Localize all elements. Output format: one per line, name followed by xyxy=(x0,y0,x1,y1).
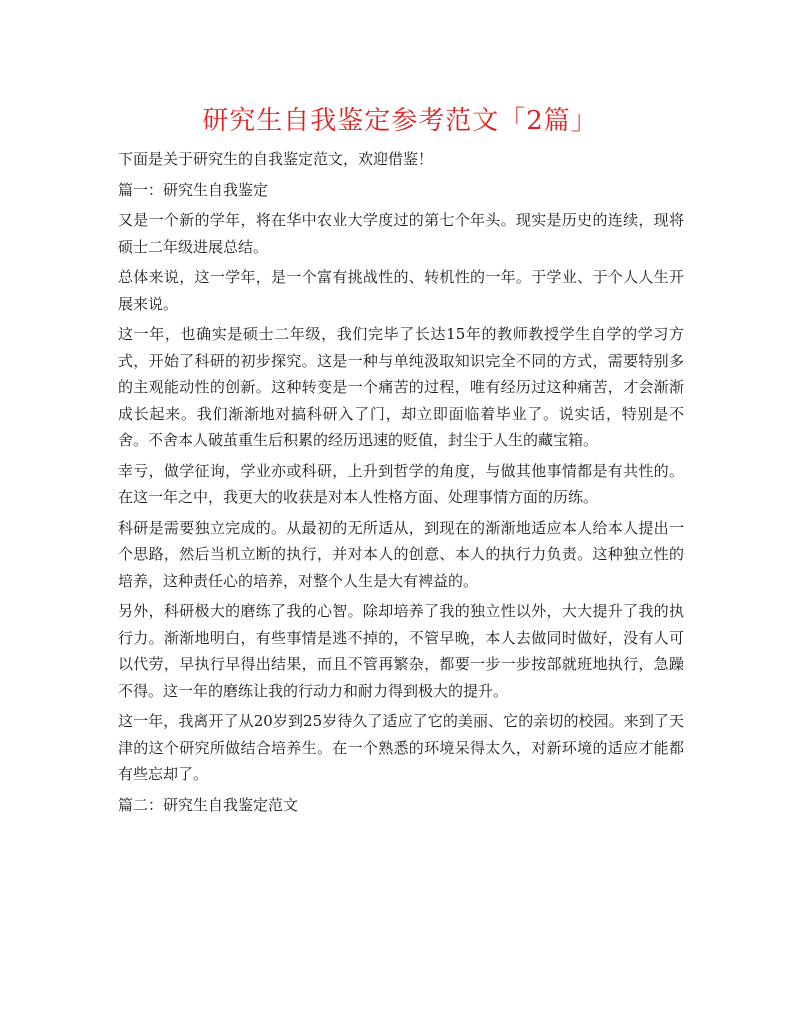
document-title: 研究生自我鉴定参考范文「2篇」 xyxy=(202,106,598,136)
section-heading-one: 篇一：研究生自我鉴定 xyxy=(118,180,269,199)
body-paragraph: 另外，科研极大的磨练了我的心智。除却培养了我的独立性以外，大大提升了我的执行力。渐渐地明白，有些事情是逃不掉的，不管早晚，本人去做同时做好，没有人可以代劳，早执行早得出结果，而且不管再繁杂，都要一步一步按部就班地执行，急躁不得。这一年的磨练让我的行动力和耐力得到极大的提升。 xyxy=(118,602,684,700)
body-paragraph: 总体来说，这一学年，是一个富有挑战性的、转机性的一年。于学业、于个人人生开展来说。 xyxy=(118,268,684,313)
body-paragraph: 又是一个新的学年，将在华中农业大学度过的第七个年头。现实是历史的连续，现将硕士二年级进展总结。 xyxy=(118,211,684,256)
intro-paragraph: 下面是关于研究生的自我鉴定范文，欢迎借鉴！ xyxy=(118,150,434,168)
body-paragraph: 幸亏，做学征询，学业亦或科研，上升到哲学的角度，与做其他事情都是有共性的。在这一年之中，我更大的收获是对本人性格方面、处理事情方面的历练。 xyxy=(118,461,684,506)
body-paragraph: 这一年，也确实是硕士二年级，我们完毕了长达15年的教师教授学生自学的学习方式，开始了科研的初步探究。这是一种与单纯汲取知识完全不同的方式，需要特别多的主观能动性的创新。这种转变是一个痛苦的过程，唯有经历过这种痛苦，才会渐渐成长起来。我们渐渐地对搞科研入了门，却立即面临着毕业了。说实话，特别是不舍。不舍本人破茧重生后积累的经历迅速的贬值，封尘于人生的藏宝箱。 xyxy=(118,325,684,449)
document-body xyxy=(118,146,684,822)
body-paragraph: 科研是需要独立完成的。从最初的无所适从，到现在的渐渐地适应本人给本人提出一个思路，然后当机立断的执行，并对本人的创意、本人的执行力负责。这种独立性的培养，这种责任心的培养，对整个人生是大有裨益的。 xyxy=(118,518,684,590)
section-heading-two: 篇二：研究生自我鉴定范文 xyxy=(118,795,299,814)
body-paragraph: 这一年，我离开了从20岁到25岁待久了适应了它的美丽、它的亲切的校园。来到了天津的这个研究所做结合培养生。在一个熟悉的环境呆得太久，对新环境的适应才能都有些忘却了。 xyxy=(118,712,684,783)
